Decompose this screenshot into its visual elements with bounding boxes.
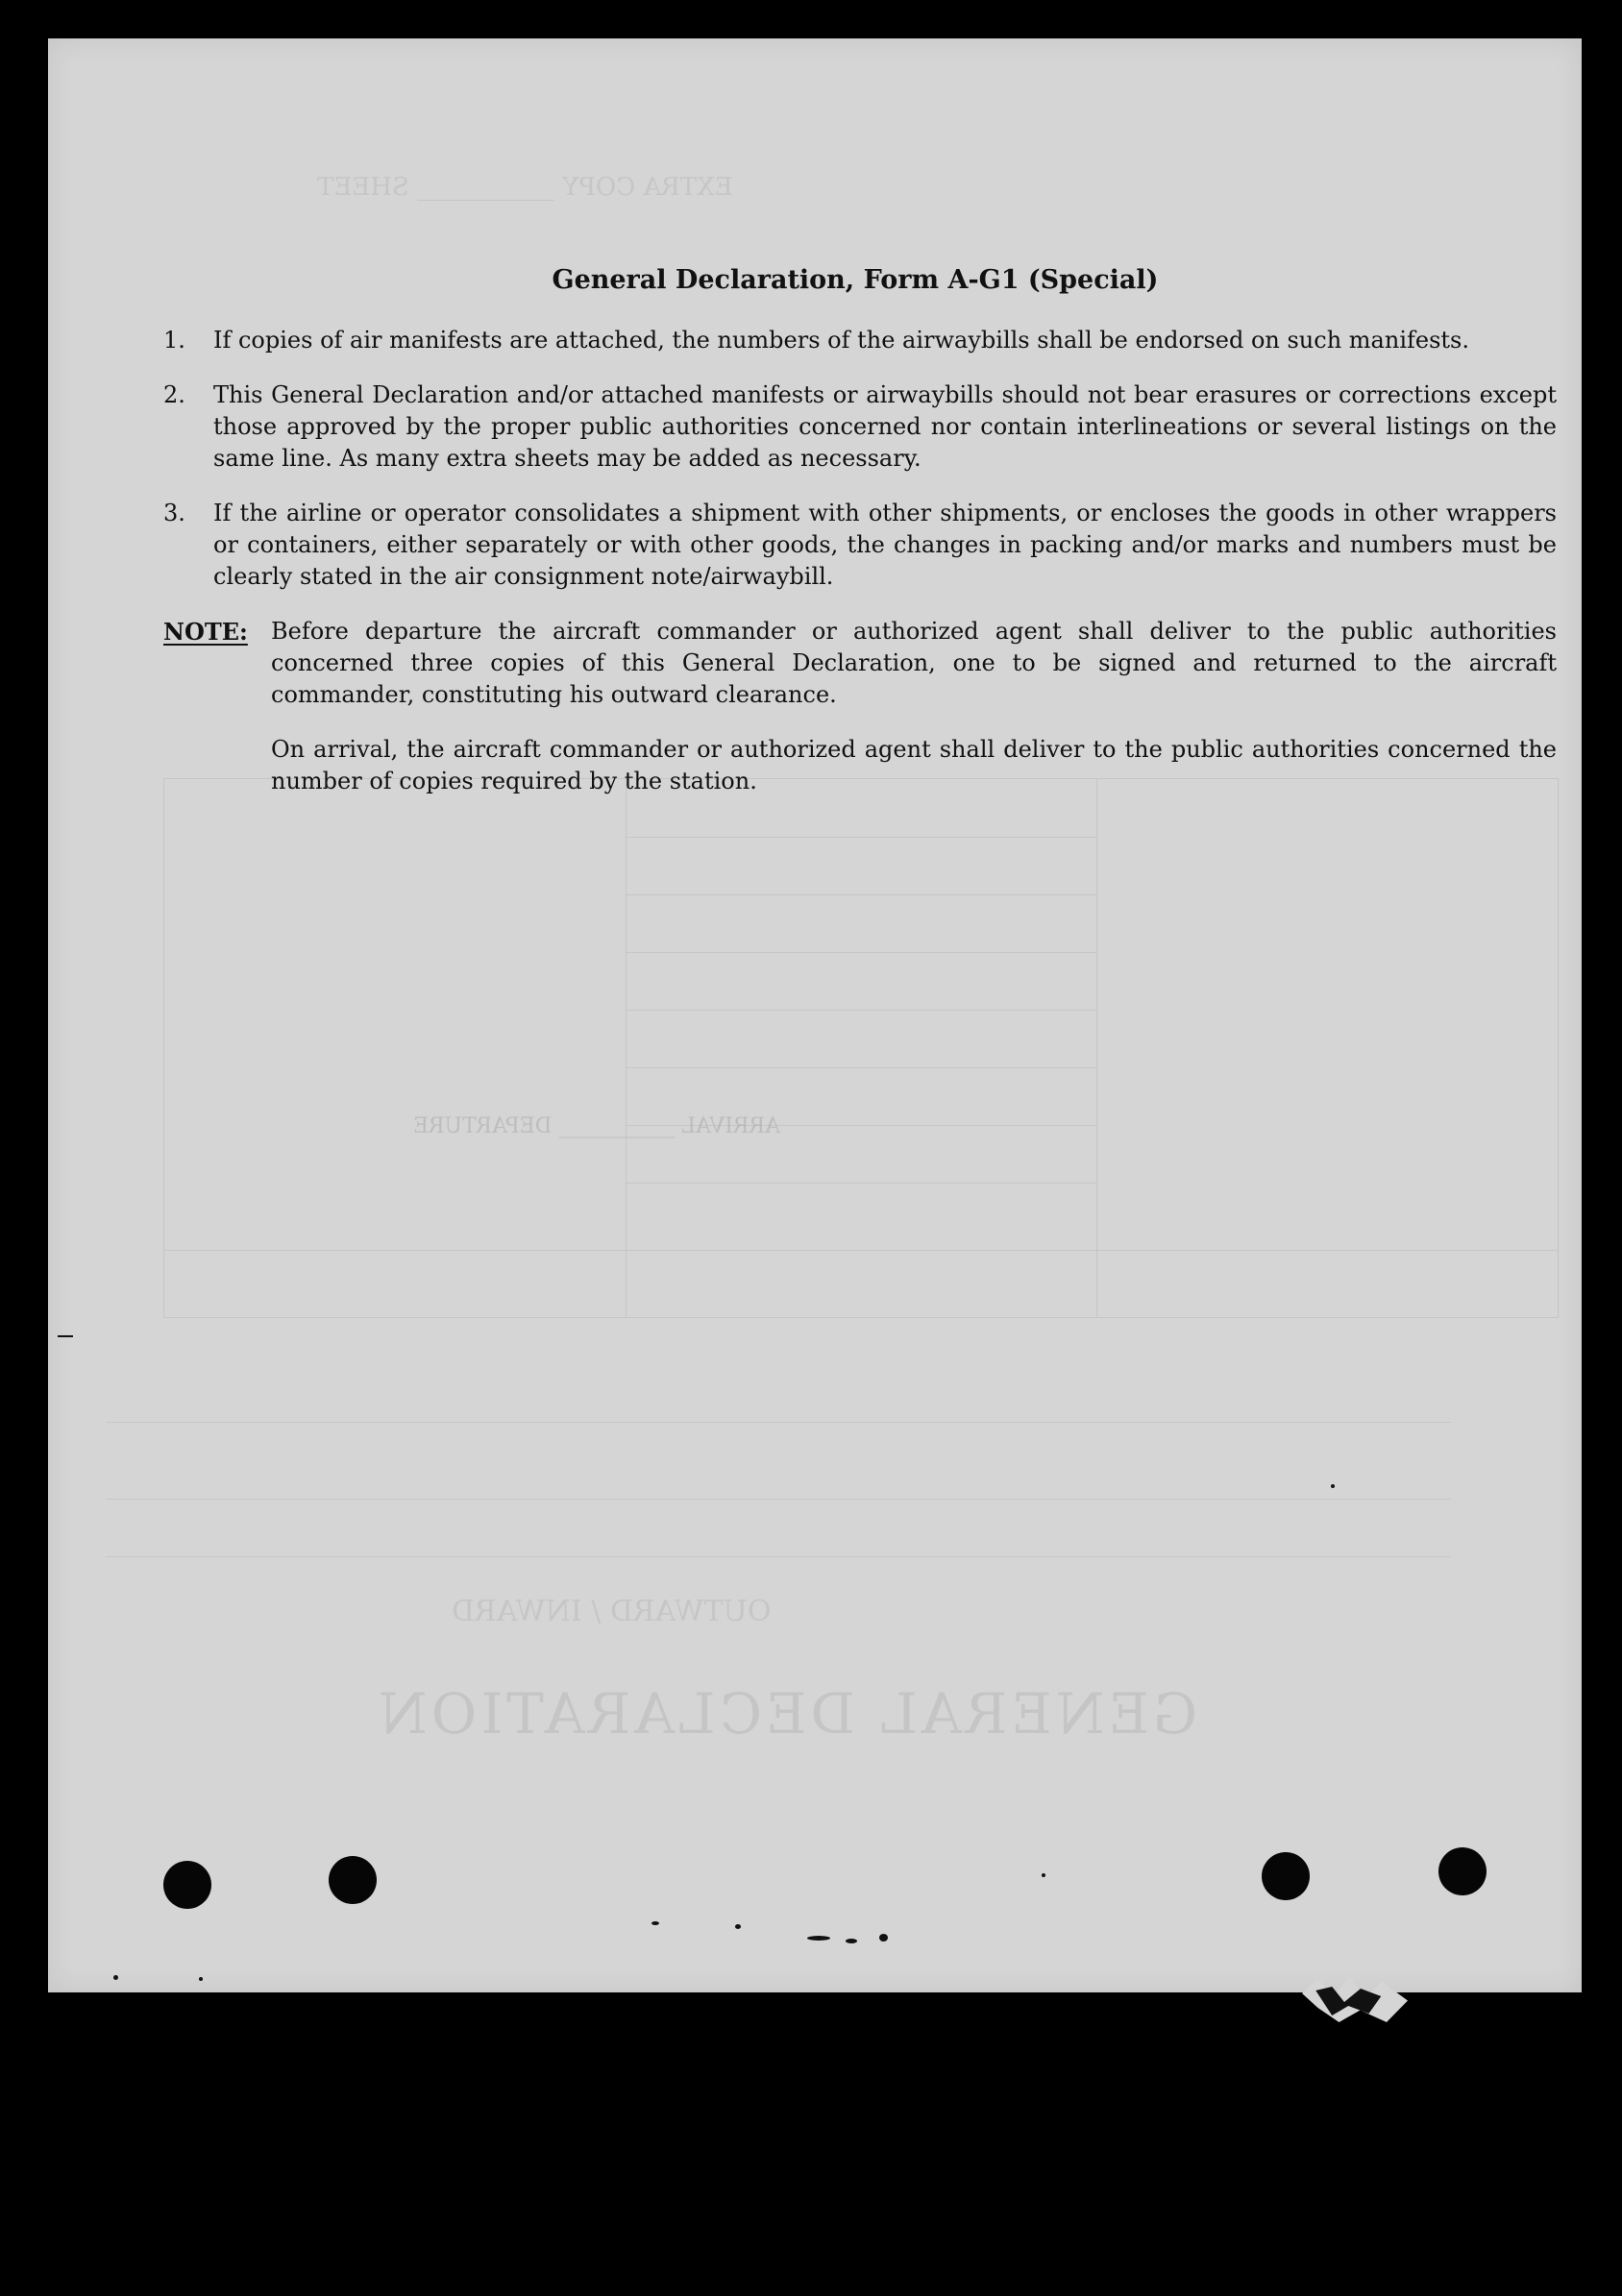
bleed-through-line [106,1499,1451,1500]
note-paragraph: Before departure the aircraft commander or authorized agent shall deliver to the public authorities concerned three copies of this General Declaration, one to be signed and returned to the aircraft commander, constituting his outward clearance. [271,618,1557,708]
bleed-through-heading: GENERAL DECLARATION [375,1681,1198,1746]
paper-sheet [48,38,1582,1992]
note-section [163,616,1557,820]
bleed-through-line [106,1422,1451,1423]
bleed-through-line [626,952,1096,953]
note-label: NOTE: [163,618,248,646]
scan-speck [807,1936,830,1941]
note-body [271,616,1557,820]
bleed-through-line [626,894,1096,895]
bleed-through-subheading: OUTWARD / INWARD [452,1595,772,1628]
scan-speck [735,1924,741,1929]
bleed-through-column [626,779,627,1317]
list-item-text: This General Declaration and/or attached manifests or airwaybills should not bear erasures or corrections except those approved by the proper public authorities concerned nor contain interlineations or several listings on the same line. As many extra sheets may be added as necessary. [213,381,1557,472]
list-item-number: 2. [163,381,185,408]
bleed-through-line [164,1250,1558,1251]
bleed-through-header: EXTRA COPY ___________ SHEET [317,173,733,202]
bleed-through-table [163,778,1559,1318]
punch-hole [1438,1847,1487,1895]
scan-speck [58,1335,73,1337]
scan-speck [113,1975,118,1980]
punch-hole [1262,1852,1310,1900]
list-item [163,325,1557,356]
bleed-through-line [626,837,1096,838]
list-item-text: If copies of air manifests are attached, the numbers of the airwaybills shall be endorsed on such manifests. [213,327,1469,354]
scan-speck [199,1977,203,1981]
bleed-through-line [626,1183,1096,1184]
bleed-through-text: ARRIVAL ___________ DEPARTURE [413,1114,780,1138]
scan-speck [651,1921,659,1925]
scan-speck [846,1939,857,1943]
list-item-number: 1. [163,327,185,354]
note-paragraph: On arrival, the aircraft commander or authorized agent shall deliver to the public authorities concerned the number of copies required by the station. [271,736,1557,794]
bleed-through-line [106,1556,1451,1557]
bleed-through-line [626,1067,1096,1068]
bleed-through-line [626,1010,1096,1011]
punch-hole [329,1856,377,1904]
instructions-content [163,264,1557,820]
page-title: General Declaration, Form A-G1 (Special) [552,265,1159,295]
scan-speck [1331,1484,1335,1488]
scan-speck [879,1934,888,1942]
list-item [163,379,1557,475]
bleed-through-column [1096,779,1097,1317]
punch-hole [163,1861,211,1909]
list-item-number: 3. [163,500,185,526]
list-item-text: If the airline or operator consolidates a shipment with other shipments, or encloses the goods in other wrappers or containers, either separately or with other goods, the changes in packing and/or marks and numbers must be clearly stated in the air consignment note/airwaybill. [213,500,1557,590]
list-item [163,498,1557,593]
scan-speck [1042,1873,1045,1877]
